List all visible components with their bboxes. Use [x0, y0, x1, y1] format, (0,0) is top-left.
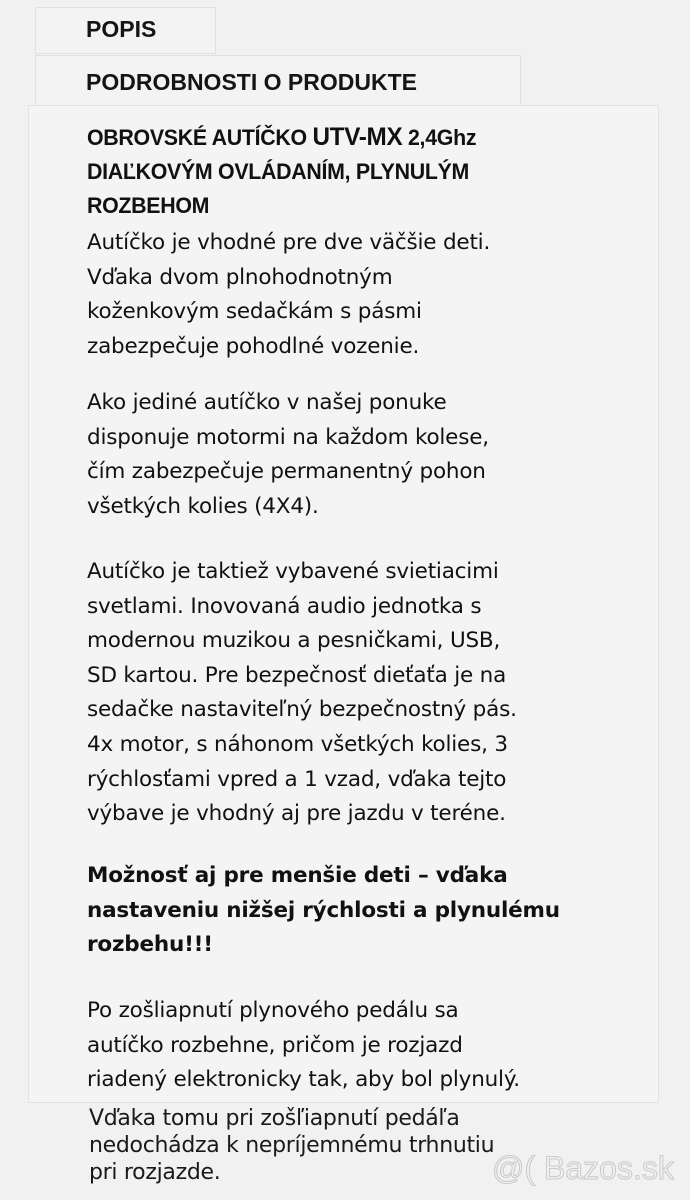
text-line: autíčko rozbehne, pričom je rozjazd — [87, 1032, 463, 1058]
product-heading — [87, 120, 476, 223]
text-line: Ako jediné autíčko v našej ponuke — [87, 390, 447, 415]
heading-text: DIAĽKOVÝM OVLÁDANÍM, PLYNULÝM — [87, 159, 470, 184]
model-name: UTV-MX — [312, 123, 403, 151]
paragraph — [87, 226, 490, 364]
paragraph-bold — [87, 859, 560, 963]
text-line: Po zošliapnutí plynového pedálu sa — [87, 998, 459, 1023]
text-line: zabezpečuje pohodlné vozenie. — [87, 333, 420, 359]
paragraph — [87, 386, 489, 524]
paragraph — [87, 555, 517, 832]
text-line: Autíčko je vhodné pre dve väčšie deti. — [87, 230, 491, 255]
text-line: Autíčko je taktiež vybavené svietiacimi — [87, 559, 499, 584]
text-line: Vďaka tomu pri zošľiapnutí pedáľa — [89, 1106, 460, 1131]
watermark-logo: @( Bazos.sk — [492, 1150, 674, 1186]
text-line: výbave je vhodný aj pre jazdu v teréne. — [87, 801, 506, 827]
text-line: rýchlosťami vpred a 1 vzad, vďaka tejto — [87, 766, 507, 792]
tab-label: PODROBNOSTI O PRODUKTE — [86, 69, 417, 95]
text-line: čím zabezpečuje permanentný pohon — [87, 459, 486, 485]
text-line: riadený elektronicky tak, aby bol plynulý. — [87, 1067, 520, 1093]
text-line: SD kartou. Pre bezpečnosť dieťaťa je na — [87, 662, 507, 688]
text-line: svetlami. Inovovaná audio jednotka s — [87, 593, 482, 619]
text-line: sedačke nastaviteľný bezpečnostný pás. — [87, 697, 517, 723]
text-line: nedochádza k nepríjemnému trhnutiu — [89, 1133, 495, 1158]
heading-text: 2,4Ghz — [402, 125, 477, 150]
text-line: modernou muzikou a pesničkami, USB, — [87, 628, 501, 654]
tab-popis[interactable] — [35, 7, 216, 54]
text-line: Možnosť aj pre menšie deti – vďaka — [87, 863, 508, 888]
heading-text: OBROVSKÉ AUTÍČKO — [87, 125, 313, 150]
text-line: Vďaka dvom plnohodnotným — [87, 264, 393, 290]
paragraph-continued — [89, 1105, 494, 1186]
text-line: pri rozjazde. — [89, 1160, 221, 1185]
paragraph — [87, 994, 520, 1098]
text-line: nastaveniu nižšej rýchlosti a plynulému — [87, 897, 560, 923]
text-line: všetkých kolies (4X4). — [87, 493, 319, 519]
heading-text: ROZBEHOM — [87, 193, 210, 218]
tab-label: POPIS — [86, 16, 157, 42]
text-line: 4x motor, s náhonom všetkých kolies, 3 — [87, 731, 508, 757]
text-line: koženkovým sedačkám s pásmi — [87, 299, 422, 325]
tab-product-details[interactable] — [35, 55, 521, 106]
text-line: disponuje motormi na každom kolese, — [87, 424, 489, 450]
text-line: rozbehu!!! — [87, 932, 213, 958]
